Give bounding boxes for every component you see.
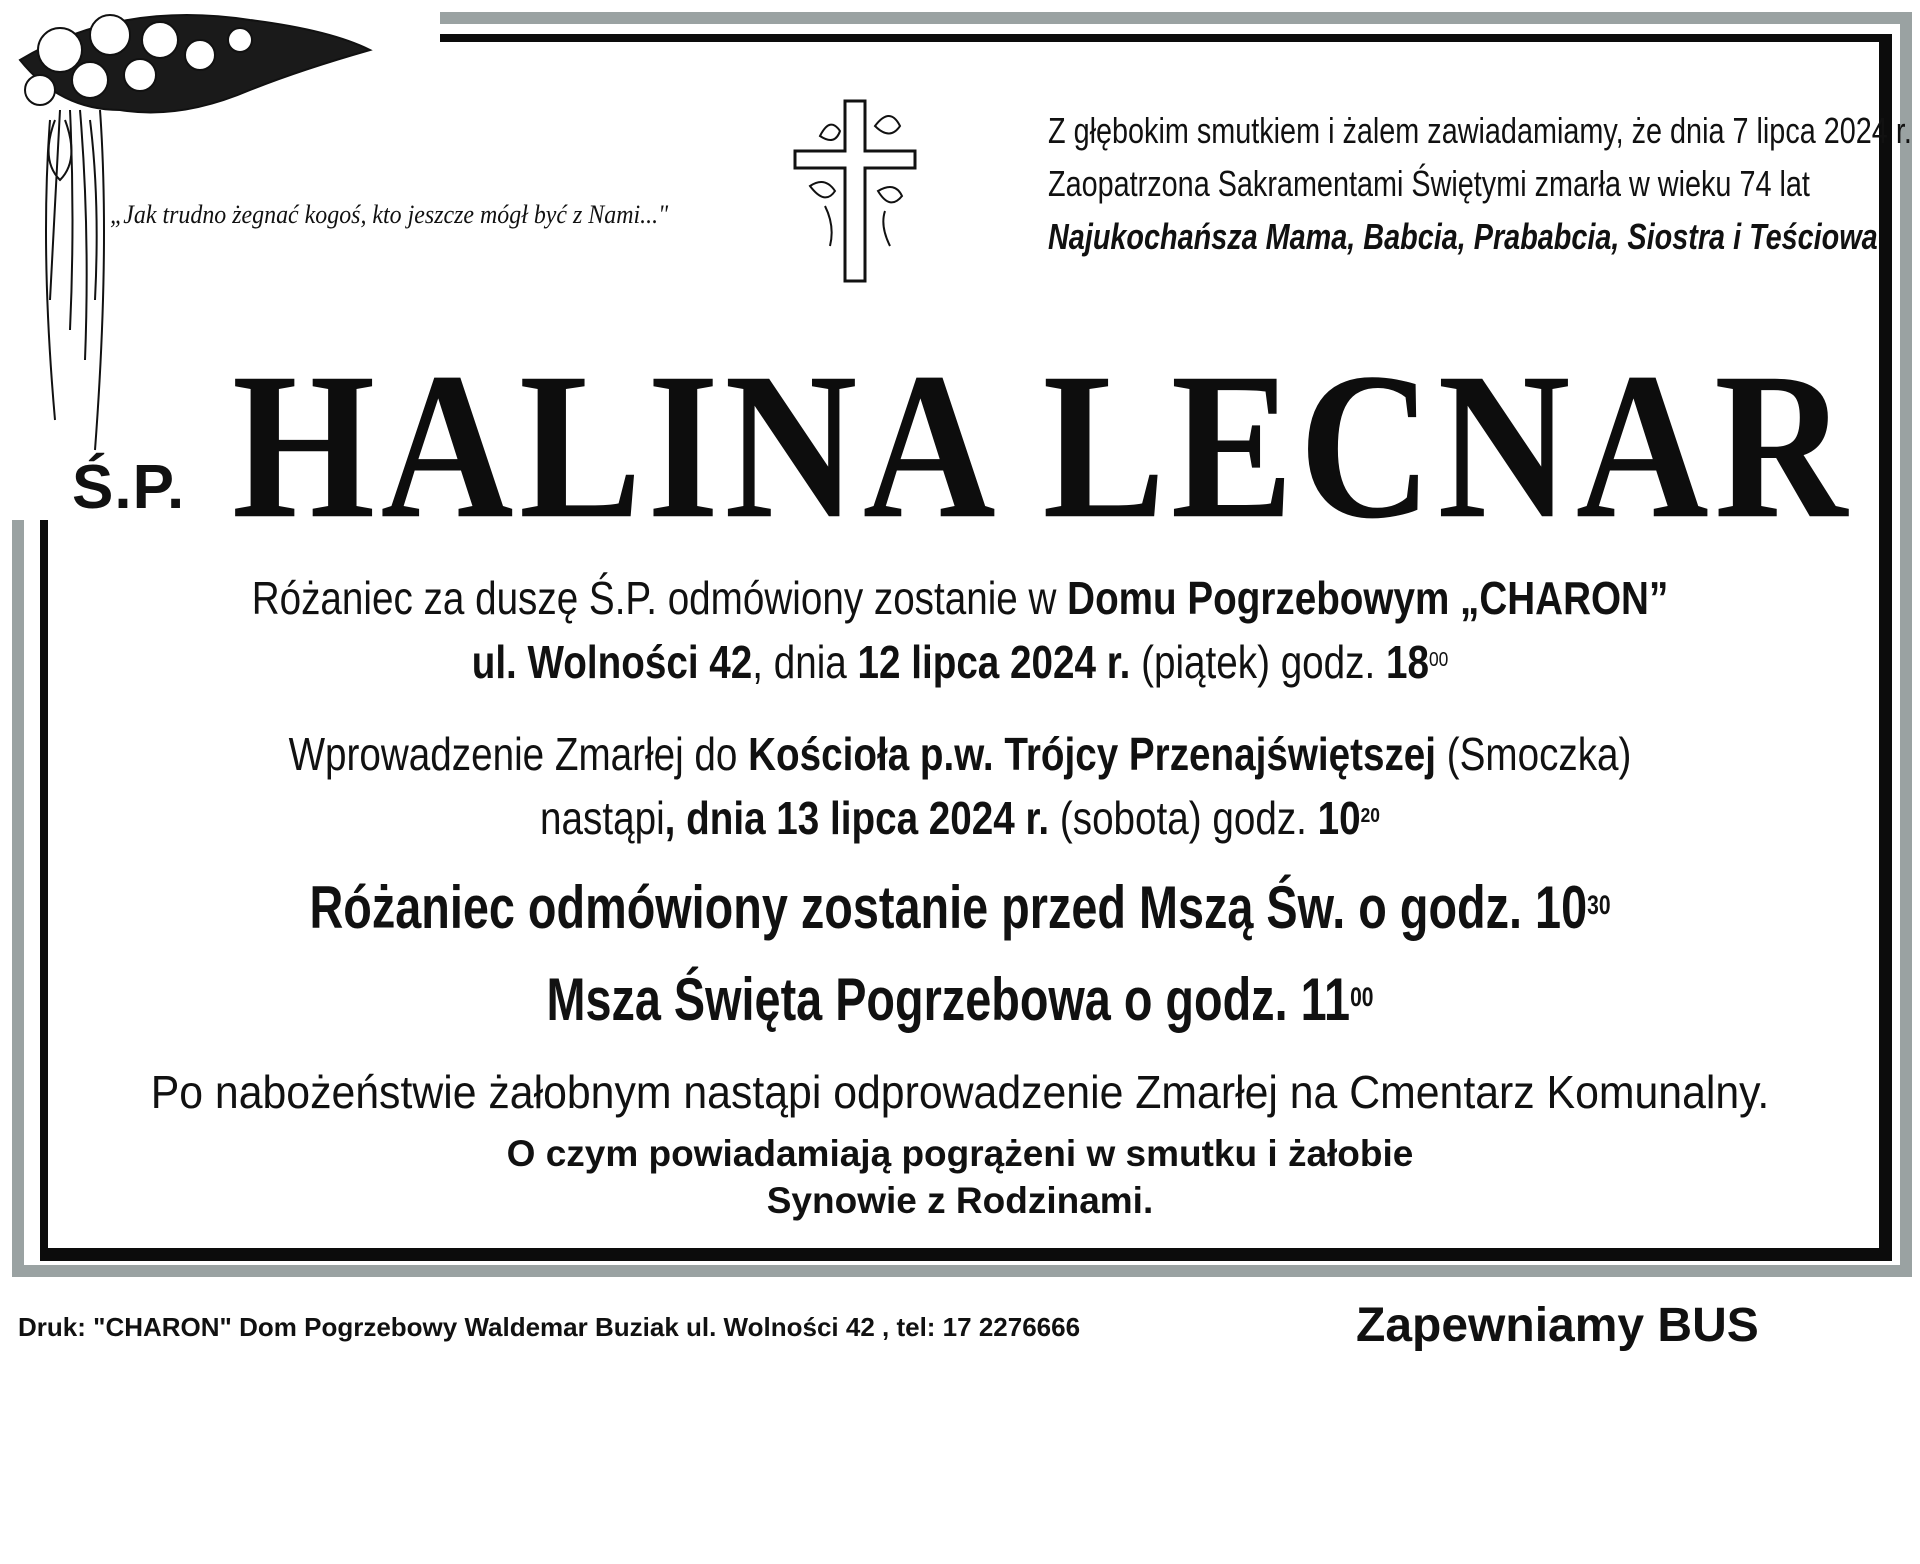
rosary-info (60, 566, 1860, 694)
church-minute: 20 (1360, 803, 1380, 827)
bus-notice: Zapewniamy BUS (1356, 1299, 1759, 1352)
family-line-2: Synowie z Rodzinami. (766, 1180, 1154, 1221)
name-prefix: Ś.P. (72, 453, 186, 522)
rosary-date: 12 lipca 2024 r. (857, 636, 1131, 688)
mass-info (60, 862, 1860, 1046)
church-place: Kościoła p.w. Trójcy Przenajświętszej (748, 728, 1437, 780)
rosary-place: Domu Pogrzebowym „CHARON” (1067, 572, 1669, 624)
rosary-hour: 18 (1385, 636, 1429, 688)
cross-lilies-icon (790, 96, 920, 286)
memorial-quote: „Jak trudno żegnać kogoś, kto jeszcze mógł być z Nami..." (110, 200, 669, 229)
funeral-mass-text: Msza Święta Pogrzebowa o godz. 11 (546, 966, 1351, 1033)
family-line-1: O czym powiadamiają pogrążeni w smutku i żałobie (506, 1133, 1414, 1174)
rosary-minute: 00 (1428, 647, 1449, 671)
church-info (60, 722, 1860, 850)
rosary-text-2: , dnia (752, 636, 858, 688)
rosary-line-1 (204, 566, 1716, 630)
intro-line-2: Zaopatrzona Sakramentami Świętymi zmarła w wieku 74 lat (1048, 163, 1810, 204)
announcement-intro (960, 104, 1912, 263)
printer-info: Druk: "CHARON" Dom Pogrzebowy Waldemar Buziak ul. Wolności 42 , tel: 17 2276666 (18, 1312, 1081, 1342)
church-text-3: , dnia (664, 792, 777, 844)
church-date: 13 lipca 2024 r. (776, 792, 1050, 844)
mass-rosary-minute: 30 (1587, 890, 1611, 921)
funeral-mass-line (258, 954, 1662, 1046)
rosary-text: Różaniec za duszę Ś.P. odmówiony zostanie w (251, 572, 1068, 624)
intro-line-3: Najukochańsza Mama, Babcia, Prababcia, Siostra i Teściowa (1048, 216, 1878, 257)
after-service (60, 1062, 1860, 1122)
church-hour: 10 (1317, 792, 1361, 844)
church-text: Wprowadzenie Zmarłej do (288, 728, 749, 780)
intro-line-1: Z głębokim smutkiem i żalem zawiadamiamy, że dnia 7 lipca 2024 r. (1048, 110, 1912, 151)
rosary-day: (piątek) godz. (1130, 636, 1386, 688)
mass-rosary-text: Różaniec odmówiony zostanie przed Mszą Św. o godz. 10 (309, 874, 1588, 941)
rosary-line-2 (204, 630, 1716, 694)
rosary-address: ul. Wolności 42 (471, 636, 753, 688)
church-text-2: nastąpi (540, 792, 665, 844)
funeral-mass-minute: 00 (1350, 982, 1374, 1013)
family-signature (60, 1130, 1860, 1224)
after-service-text: Po nabożeństwie żałobnym nastąpi odprowadzenie Zmarłej na Cmentarz Komunalny. (150, 1066, 1770, 1118)
church-note: (Smoczka) (1436, 728, 1632, 780)
church-line-1 (204, 722, 1716, 786)
deceased-name: HALINA LECNAR (232, 330, 1853, 563)
church-line-2 (204, 786, 1716, 850)
church-day: (sobota) godz. (1049, 792, 1318, 844)
mass-rosary-line (258, 862, 1662, 954)
